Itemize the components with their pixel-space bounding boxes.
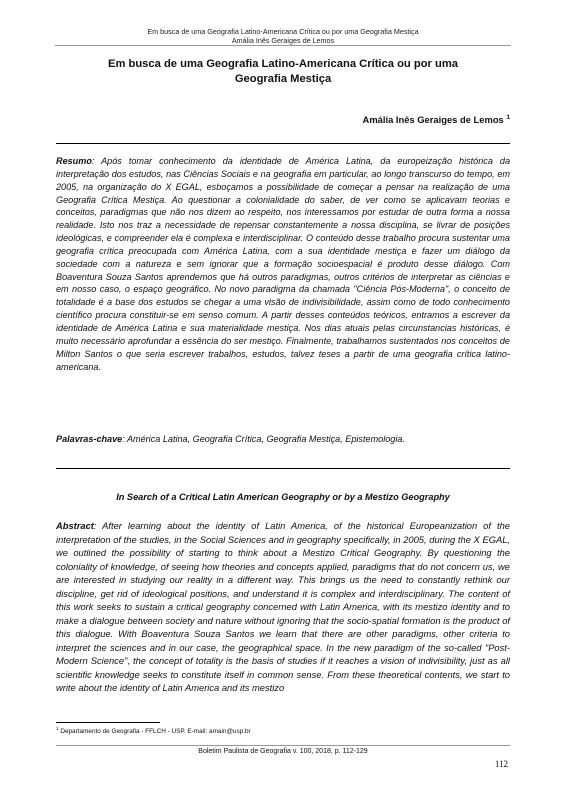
running-header-author: Amália Inês Geraiges de Lemos	[231, 36, 335, 45]
abstract-label: Abstract	[56, 521, 94, 531]
author-footnote-mark: 1	[506, 114, 510, 121]
footnote-text: Departamento de Geografia - FFLCH - USP. E-mail: amain@usp.br	[58, 728, 251, 736]
abstract-paragraph	[56, 520, 510, 696]
footnote-mark: 1	[56, 726, 59, 731]
palavras-chave-text: : América Latina, Geografia Crítica, Geografia Mestiça, Epistemologia.	[122, 434, 405, 444]
header-divider	[55, 45, 511, 46]
footnote-divider	[56, 722, 160, 723]
journal-footer: Boletim Paulista de Geografia v. 100, 2018, p. 112-129	[198, 748, 368, 755]
abstract-top-rule	[56, 143, 510, 144]
page-number: 112	[494, 759, 508, 769]
footnote	[56, 726, 251, 735]
paper-title	[90, 57, 476, 87]
resumo-label: Resumo	[56, 156, 92, 166]
palavras-chave-line	[56, 434, 510, 444]
english-title: In Search of a Critical Latin American Geography or by a Mestizo Geography	[116, 492, 450, 502]
resumo-text: : Após tomar conhecimento da identidade de América Latina, da europeização histórica da interpretação dos estudos, nas Ciências Sociais e na geografia em particular, ao longo transcurso do tempo, em 2005, na organização do X EGAL, esboçamos a possibilidade de começar a pensar na realização de uma Geografia Crítica Mestiça. Ao questionar a colonialidade do saber, de ver como se aplicavam teorias e conceitos, paradigmas que não nos dizem ao respeito, nos interessamos por estudar de outra forma a nossa realidade. Isto nos traz a necessidade de repensar constantemente a nossa disciplina, se livrar de posições ideológicas, e compreender ela é complexa e interdisciplinar. O conteúdo desse trabalho procura sustentar uma geografia crítica preocupada com América Latina, com a sua identidade mestiça e fazer um diálogo da sociedade com a natureza e sem ignorar que a formação socioespacial é produto desse diálogo. Com Boaventura Souza Santos aprendemos que há outros paradigmas, outros critérios de interpretar as ciências e em nosso caso, o espaço geográfico. No novo paradigma da chamada "Ciência Pós-Moderna", o conceito de totalidade é a base dos estudos se chegar a uma visão de indivisibilidade, assim como de todo conhecimento científico procura constituir-se em senso comum. A partir desses conteúdos teóricos, entramos a escrever da identidade de América Latina e sua materialidade mestiça. Nos dias atuais pelas circunstancias históricas, é muito necessário aprofundar a essência do ser mestiço. Finalmente, trabalhamos sustentados nos conceitos de Milton Santos o que seria escrever trabalhos, estudos, talvez teses a partir de uma geografia crítica latino-americana.	[56, 156, 510, 372]
resumo-paragraph	[56, 155, 510, 373]
paper-title-line-1: Em busca de uma Geografia Latino-Americana Crítica ou por uma	[107, 58, 458, 70]
author-name: Amália Inês Geraiges de Lemos	[362, 114, 504, 126]
paper-title-line-2: Geografia Mestiça	[234, 73, 332, 85]
running-header-title: Em busca de uma Geografia Latino-Americana Crítica ou por uma Geografia Mestiça	[147, 27, 419, 36]
palavras-chave-label: Palavras-chave	[56, 434, 123, 444]
abstract-text: : After learning about the identity of Latin America, of the historical Europeanization of the interpretation of the studies, in the Social Sciences and in geography specifically, in 2005, during the X EGAL, we outlined the possibility of starting to think about a Mestizo Critical Geography. By questioning the coloniality of knowledge, of seeing how theories and concepts applied, paradigms that do not concern us, we are interested in studying our reality in a different way. This brings us the need to constantly rethink our discipline, get rid of ideological positions, and understand it is complex and interdisciplinary. The content of this work seeks to sustain a critical geography concerned with Latin America, with its mestizo identity and to make a dialogue between society and nature without ignoring that the socio-spatial formation is the product of this dialogue. With Boaventura Souza Santos we learn that there are other paradigms, other criteria to interpret the sciences and in our case, the geographical space. In the new paradigm of the so-called "Post-Modern Science", the concept of totality is the basis of studies if it reaches a vision of indivisibility, just as all scientific knowledge seeks to constitute itself in common sense. From these theoretical contents, we start to write about the identity of Latin America and its mestizo	[56, 521, 510, 693]
abstract-bottom-rule	[56, 468, 510, 469]
author-byline	[363, 114, 510, 125]
footer-divider	[56, 745, 510, 746]
